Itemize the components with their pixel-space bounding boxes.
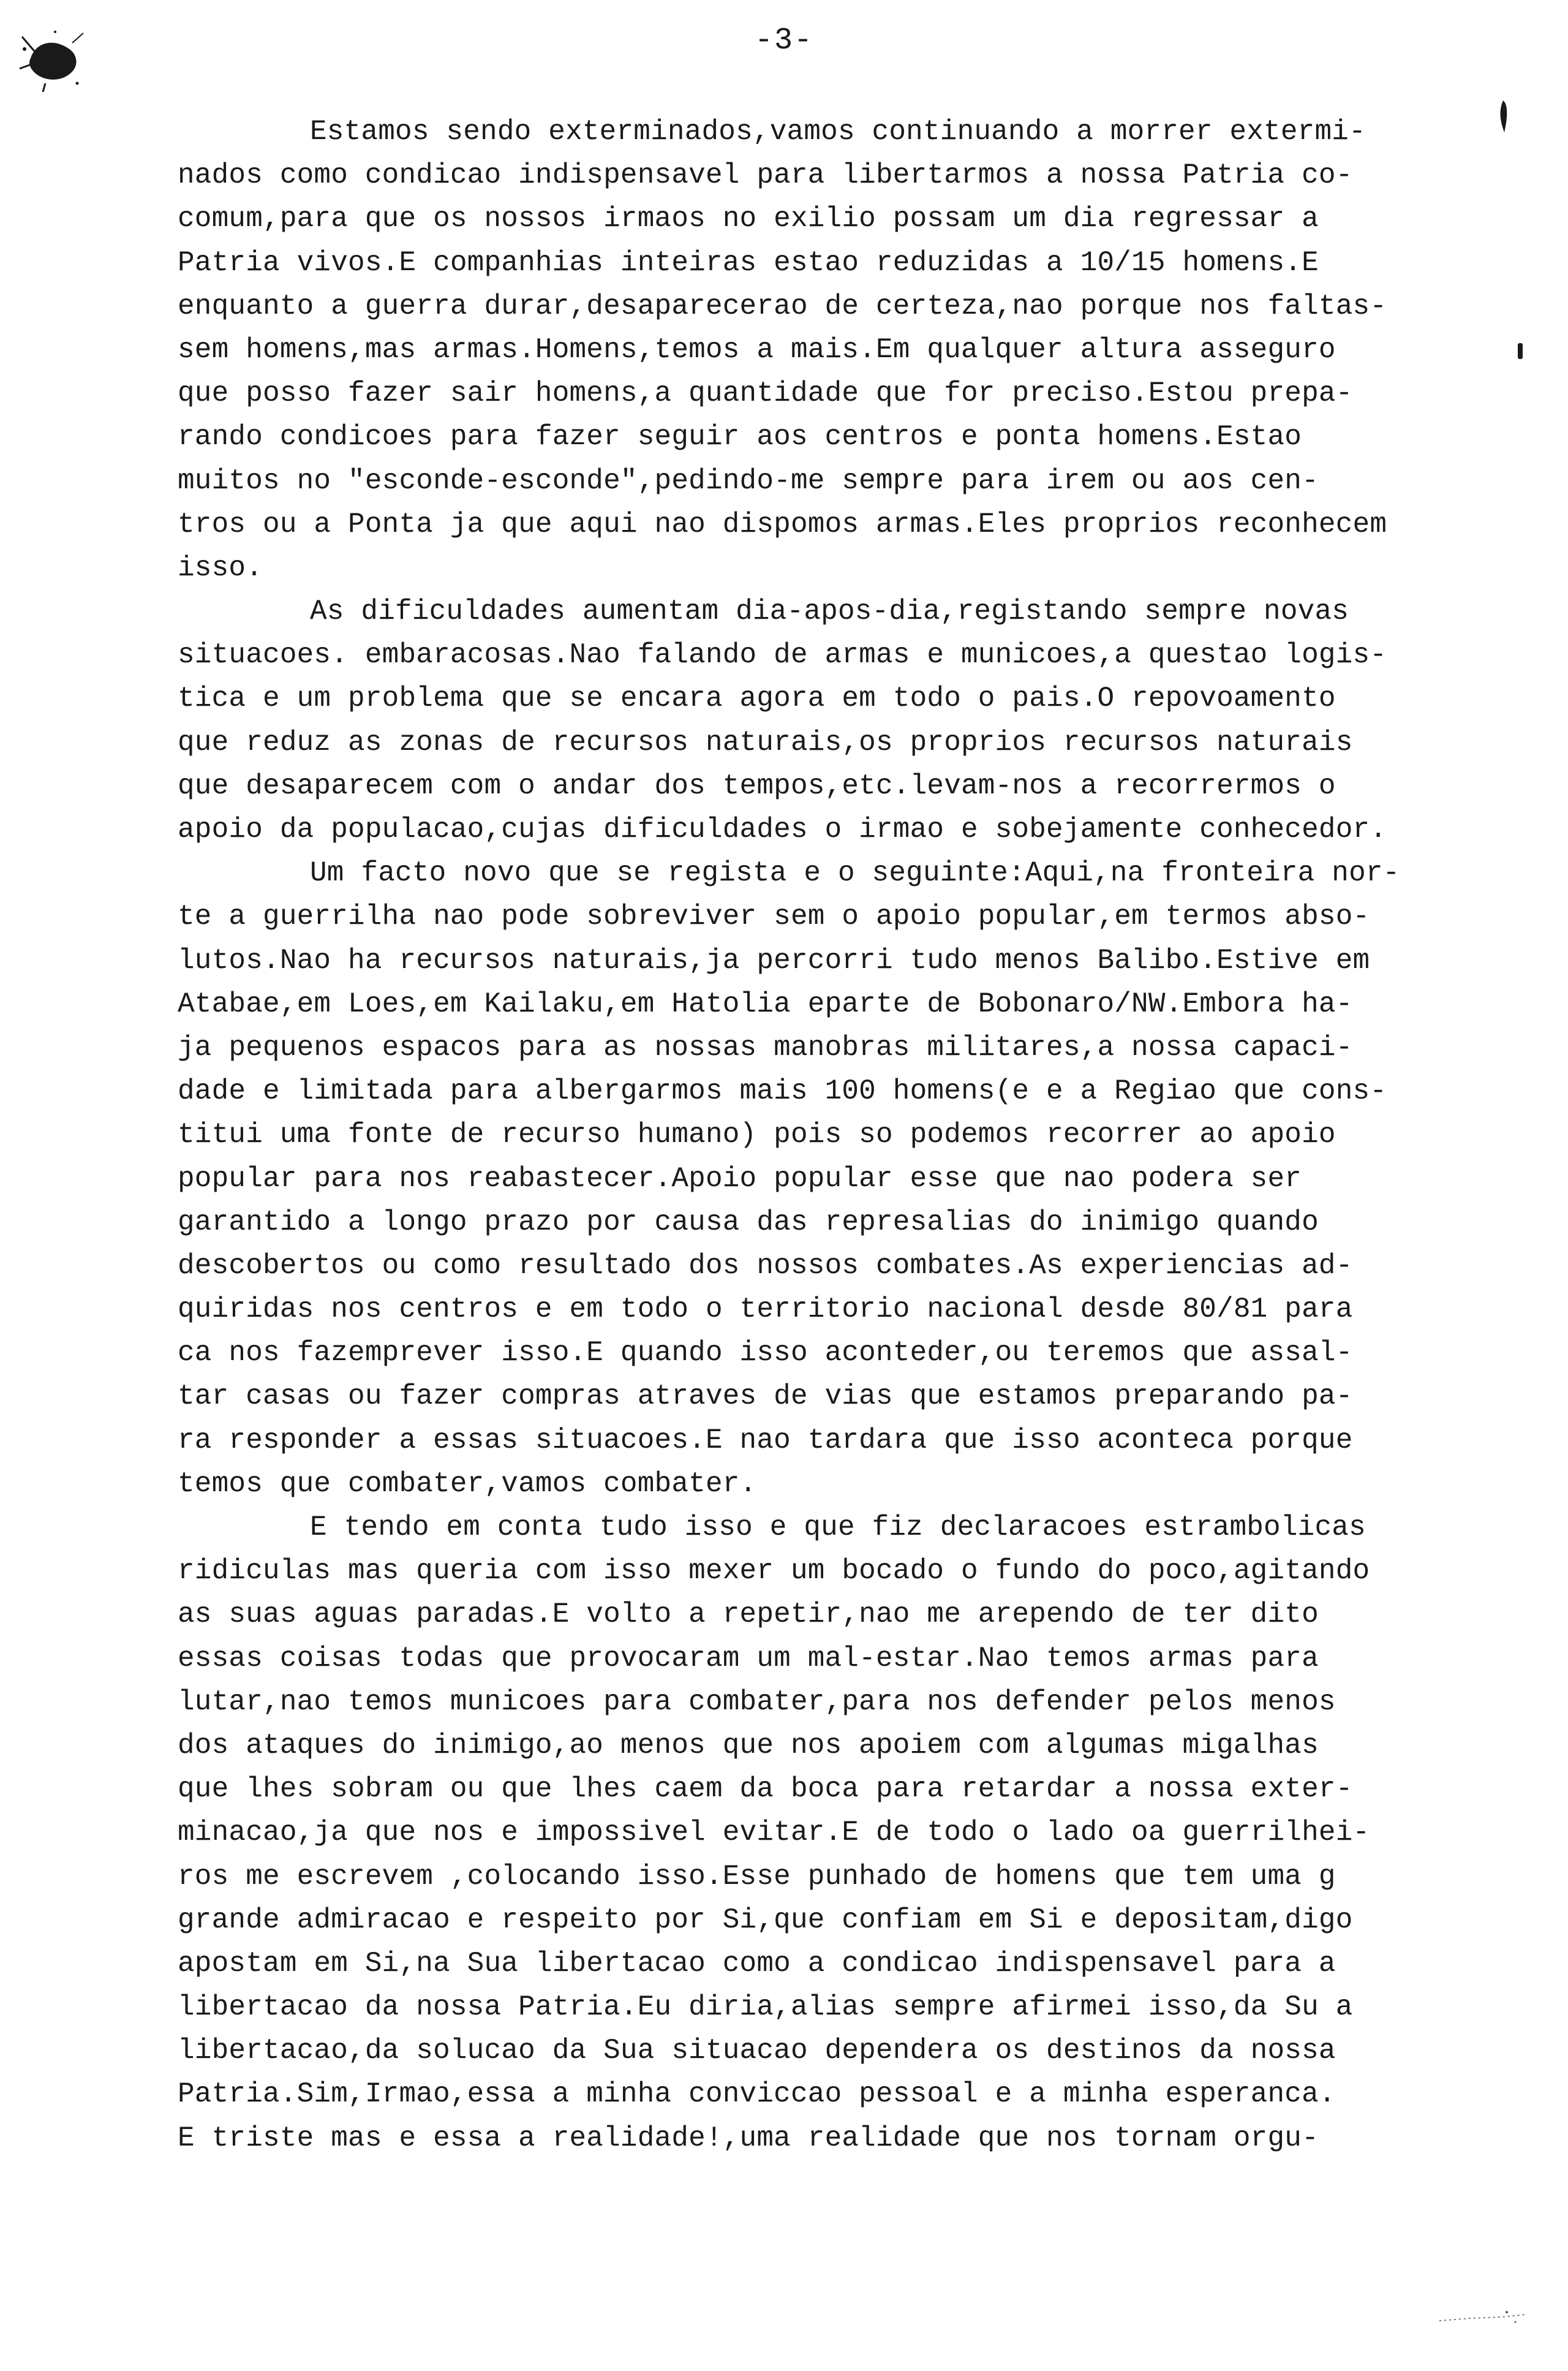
text-line: E triste mas e essa a realidade!,uma realidade que nos tornam orgu- bbox=[178, 2122, 1319, 2154]
text-line: quiridas nos centros e em todo o territorio nacional desde 80/81 para bbox=[178, 1293, 1353, 1326]
text-line: isso. bbox=[178, 551, 263, 584]
text-line: Atabae,em Loes,em Kailaku,em Hatolia eparte de Bobonaro/NW.Embora ha- bbox=[178, 988, 1353, 1020]
text-line: nados como condicao indispensavel para libertarmos a nossa Patria co- bbox=[178, 159, 1353, 192]
text-line: dade e limitada para albergarmos mais 100 homens(e e a Regiao que cons- bbox=[178, 1075, 1387, 1108]
text-line: que lhes sobram ou que lhes caem da boca para retardar a nossa exter- bbox=[178, 1773, 1353, 1806]
text-line: tica e um problema que se encara agora em todo o pais.O repovoamento bbox=[178, 683, 1336, 715]
text-line: temos que combater,vamos combater. bbox=[178, 1467, 757, 1500]
text-line: garantido a longo prazo por causa das represalias do inimigo quando bbox=[178, 1206, 1319, 1238]
text-line: ridiculas mas queria com isso mexer um bocado o fundo do poco,agitando bbox=[178, 1555, 1370, 1587]
text-line: situacoes. embaracosas.Nao falando de armas e municoes,a questao logis- bbox=[178, 639, 1387, 671]
text-line: libertacao da nossa Patria.Eu diria,alias sempre afirmei isso,da Su a bbox=[178, 1991, 1353, 2024]
ink-dust-mark bbox=[1433, 2304, 1531, 2328]
text-line: Estamos sendo exterminados,vamos continuando a morrer extermi- bbox=[310, 116, 1366, 148]
text-line: essas coisas todas que provocaram um mal-estar.Nao temos armas para bbox=[178, 1642, 1319, 1674]
text-line: dos ataques do inimigo,ao menos que nos apoiem com algumas migalhas bbox=[178, 1729, 1319, 1761]
page-number: -3- bbox=[754, 23, 813, 58]
text-line: ros me escrevem ,colocando isso.Esse punhado de homens que tem uma g bbox=[178, 1860, 1336, 1893]
text-line: tros ou a Ponta ja que aqui nao dispomos armas.Eles proprios reconhecem bbox=[178, 508, 1387, 540]
text-line: Um facto novo que se regista e o seguinte:Aqui,na fronteira nor- bbox=[310, 857, 1400, 890]
text-line: te a guerrilha nao pode sobreviver sem o apoio popular,em termos abso- bbox=[178, 901, 1370, 933]
text-line: muitos no "esconde-esconde",pedindo-me sempre para irem ou aos cen- bbox=[178, 464, 1319, 497]
text-line: popular para nos reabastecer.Apoio popular esse que nao podera ser bbox=[178, 1162, 1302, 1195]
text-line: ca nos fazemprever isso.E quando isso aconteder,ou teremos que assal- bbox=[178, 1337, 1353, 1369]
text-line: E tendo em conta tudo isso e que fiz declaracoes estrambolicas bbox=[310, 1511, 1366, 1543]
text-line: enquanto a guerra durar,desaparecerao de certeza,nao porque nos faltas- bbox=[178, 290, 1387, 322]
text-line: descobertos ou como resultado dos nossos combates.As experiencias ad- bbox=[178, 1249, 1353, 1282]
ink-mark-right bbox=[1494, 98, 1513, 135]
text-line: apostam em Si,na Sua libertacao como a condicao indispensavel para a bbox=[178, 1947, 1336, 1980]
text-line: rando condicoes para fazer seguir aos centros e ponta homens.Estao bbox=[178, 421, 1302, 453]
text-line: lutar,nao temos municoes para combater,para nos defender pelos menos bbox=[178, 1685, 1336, 1718]
text-line: que desaparecem com o andar dos tempos,etc.levam-nos a recorrermos o bbox=[178, 770, 1336, 802]
text-line: comum,para que os nossos irmaos no exilio possam um dia regressar a bbox=[178, 203, 1319, 235]
text-line: As dificuldades aumentam dia-apos-dia,registando sempre novas bbox=[310, 596, 1349, 628]
text-line: minacao,ja que nos e impossivel evitar.E de todo o lado oa guerrilhei- bbox=[178, 1817, 1370, 1849]
text-line: Patria vivos.E companhias inteiras estao reduzidas a 10/15 homens.E bbox=[178, 246, 1319, 279]
text-line: as suas aguas paradas.E volto a repetir,nao me arependo de ter dito bbox=[178, 1598, 1319, 1631]
text-line: Patria.Sim,Irmao,essa a minha conviccao pessoal e a minha esperanca. bbox=[178, 2078, 1336, 2111]
text-line: ra responder a essas situacoes.E nao tardara que isso aconteca porque bbox=[178, 1424, 1353, 1456]
text-line: libertacao,da solucao da Sua situacao dependera os destinos da nossa bbox=[178, 2035, 1336, 2067]
text-line: titui uma fonte de recurso humano) pois so podemos recorrer ao apoio bbox=[178, 1119, 1336, 1151]
text-line: sem homens,mas armas.Homens,temos a mais.Em qualquer altura asseguro bbox=[178, 333, 1336, 366]
text-line: que posso fazer sair homens,a quantidade que for preciso.Estou prepa- bbox=[178, 377, 1353, 410]
text-line: grande admiracao e respeito por Si,que confiam em Si e depositam,digo bbox=[178, 1904, 1353, 1936]
typewritten-body bbox=[178, 110, 1488, 2160]
text-line: que reduz as zonas de recursos naturais,os proprios recursos naturais bbox=[178, 726, 1353, 758]
text-line: lutos.Nao ha recursos naturais,ja percorri tudo menos Balibo.Estive em bbox=[178, 944, 1370, 977]
text-line: apoio da populacao,cujas dificuldades o irmao e sobejamente conhecedor. bbox=[178, 814, 1387, 845]
ink-tick-mark bbox=[1518, 343, 1523, 359]
text-line: ja pequenos espacos para as nossas manobras militares,a nossa capaci- bbox=[178, 1031, 1353, 1064]
text-line: tar casas ou fazer compras atraves de vias que estamos preparando pa- bbox=[178, 1380, 1353, 1413]
